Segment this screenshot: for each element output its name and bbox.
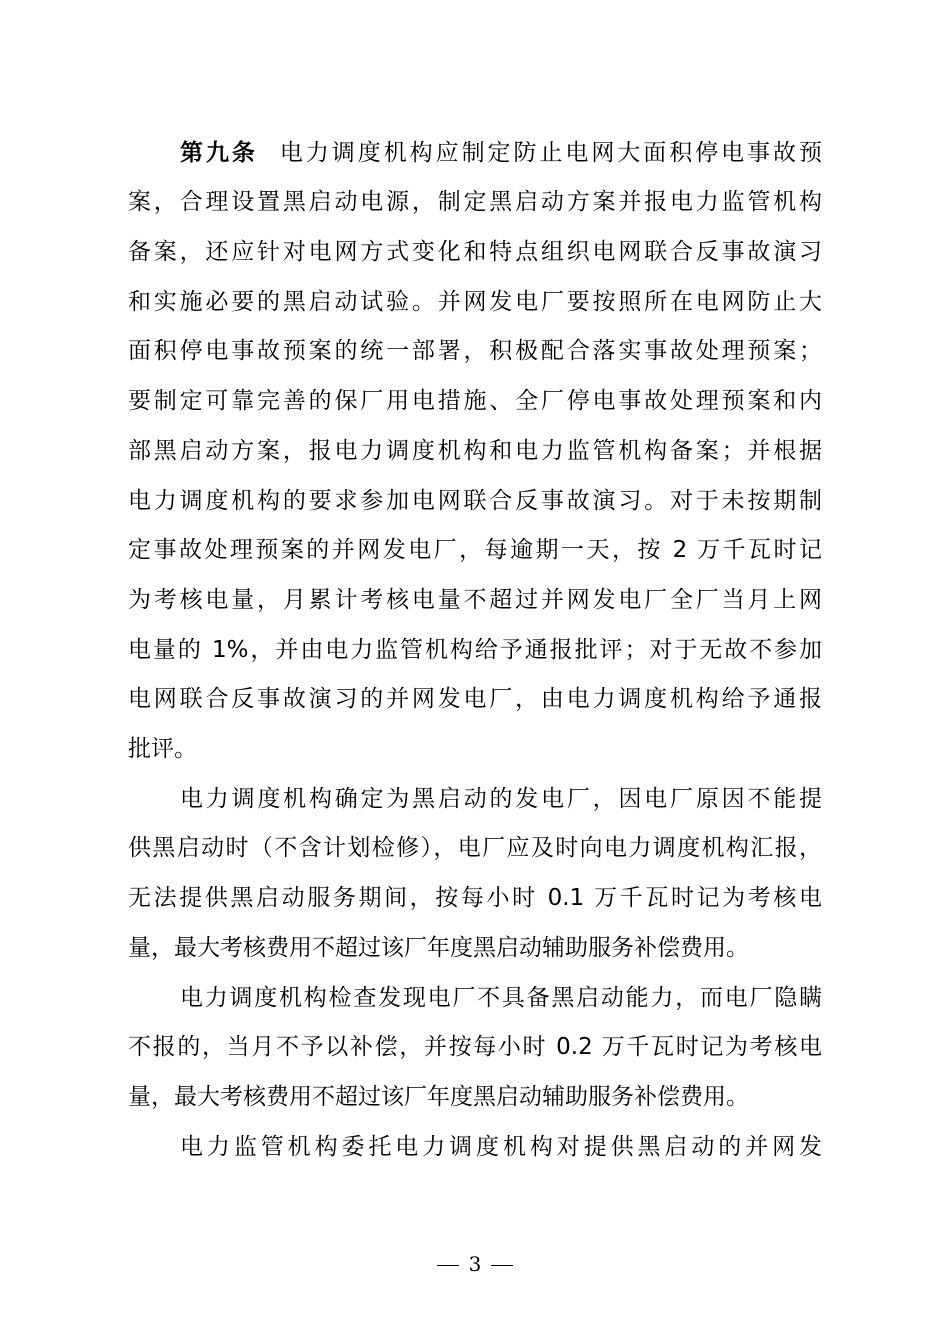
paragraph-line: 电量的 1%，并由电力监管机构给予通报批评；对于无故不参加 [128, 637, 822, 663]
paragraph-line: 部黑启动方案，报电力调度机构和电力监管机构备案；并根据 [128, 438, 822, 464]
paragraph-line: 要制定可靠完善的保厂用电措施、全厂停电事故处理预案和内 [128, 388, 822, 414]
paragraph-line: 案，合理设置黑启动电源，制定黑启动方案并报电力监管机构 [128, 189, 822, 215]
paragraph-line: 和实施必要的黑启动试验。并网发电厂要按照所在电网防止大 [128, 289, 822, 315]
paragraph-line: 量，最大考核费用不超过该厂年度黑启动辅助服务补偿费用。 [128, 935, 749, 961]
dash-right [491, 1265, 513, 1266]
paragraph-line: 电力调度机构检查发现电厂不具备黑启动能力，而电厂隐瞒 [180, 985, 822, 1011]
paragraph-line: 电力调度机构确定为黑启动的发电厂，因电厂原因不能提 [180, 786, 822, 812]
dash-left [437, 1265, 459, 1266]
paragraph-line: 供黑启动时（不含计划检修），电厂应及时向电力调度机构汇报， [128, 835, 822, 861]
paragraph-line: 为考核电量，月累计考核电量不超过并网发电厂全厂当月上网 [128, 587, 822, 613]
paragraph-line: 量，最大考核费用不超过该厂年度黑启动辅助服务补偿费用。 [128, 1084, 749, 1110]
paragraph-line: 电网联合反事故演习的并网发电厂，由电力调度机构给予通报 [128, 686, 822, 712]
paragraph-line: 定事故处理预案的并网发电厂，每逾期一天，按 2 万千瓦时记 [128, 537, 822, 563]
article-label: 第九条 [180, 140, 258, 166]
paragraph-line: 批评。 [128, 736, 197, 762]
paragraph-line: 电力调度机构的要求参加电网联合反事故演习。对于未按期制 [128, 488, 822, 514]
line-text: 电力调度机构应制定防止电网大面积停电事故预 [279, 140, 823, 166]
paragraph-line: 面积停电事故预案的统一部署，积极配合落实事故处理预案； [128, 338, 822, 364]
paragraph-line: 电力监管机构委托电力调度机构对提供黑启动的并网发 [180, 1134, 822, 1160]
paragraph-line: 无法提供黑启动服务期间，按每小时 0.1 万千瓦时记为考核电 [128, 885, 822, 911]
page-number [0, 1250, 950, 1278]
paragraph-line: 不报的，当月不予以补偿，并按每小时 0.2 万千瓦时记为考核电 [128, 1034, 822, 1060]
paragraph-line [180, 133, 822, 173]
page-number-text: 3 [468, 1252, 482, 1276]
paragraph-line: 备案，还应针对电网方式变化和特点组织电网联合反事故演习 [128, 239, 822, 265]
